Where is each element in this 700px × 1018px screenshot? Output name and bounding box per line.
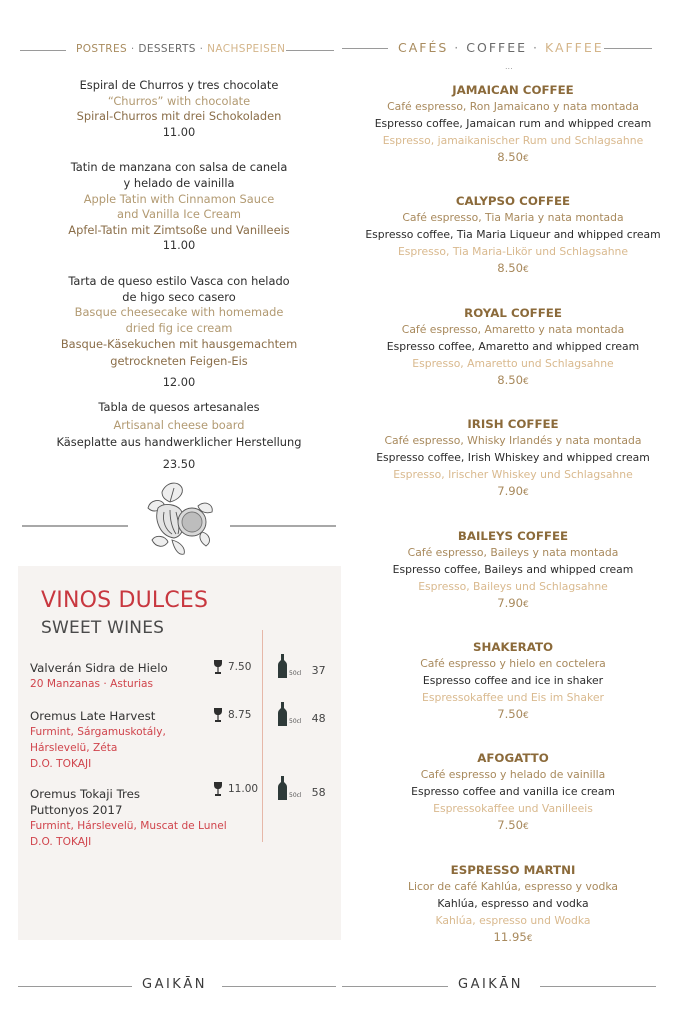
dessert-price: 12.00 bbox=[162, 374, 196, 389]
wine-glass-icon bbox=[214, 782, 222, 796]
glass-price: 8.75 bbox=[214, 708, 251, 722]
coffee-item: JAMAICAN COFFEE Café espresso, Ron Jamaicano y nata montada Espresso coffee, Jamaican rum and whipped cream Espresso, jamaikanischer Rum und Schlagsahne 8.50€ bbox=[340, 82, 686, 193]
bottle-price: 50cl 48 bbox=[278, 702, 326, 726]
dessert-price: 11.00 bbox=[162, 124, 196, 139]
wine-bottle-icon bbox=[278, 654, 287, 678]
wine-bottle-icon bbox=[278, 702, 287, 726]
coffee-list bbox=[340, 82, 686, 973]
coffee-price: 7.90€ bbox=[497, 595, 529, 610]
fig-illustration-icon bbox=[140, 478, 220, 560]
footer-rule bbox=[540, 986, 656, 987]
footer-rule bbox=[342, 986, 448, 987]
coffee-item: AFOGATTO Café espresso y helado de vainilla Espresso coffee and vanilla ice cream Espressokaffee und Vanilleeis 7.50€ bbox=[340, 750, 686, 861]
footer-rule bbox=[18, 986, 132, 987]
coffee-name: BAILEYS COFFEE bbox=[457, 528, 569, 543]
coffee-name: AFOGATTO bbox=[477, 751, 549, 766]
glass-price: 7.50 bbox=[214, 660, 251, 674]
footer-rule bbox=[222, 986, 336, 987]
wine-glass-icon bbox=[214, 708, 222, 722]
coffee-header-en: COFFEE bbox=[466, 40, 528, 55]
header-rule-coffee-left bbox=[342, 48, 388, 49]
coffee-name: ROYAL COFFEE bbox=[464, 305, 562, 320]
dessert-item: Tatin de manzana con salsa de canela y helado de vainilla Apple Tatin with Cinnamon Sauce and Vanilla Ice Cream Apfel-Tatin mit Zimtsoße und Vanilleeis 11.00 bbox=[20, 160, 338, 254]
coffee-header: CAFÉS · COFFEE · KAFFEE bbox=[398, 40, 604, 55]
desserts-header: POSTRES · DESSERTS · NACHSPEISEN bbox=[76, 43, 286, 55]
wine-bottle-icon bbox=[278, 776, 287, 800]
coffee-price: 7.50€ bbox=[497, 818, 529, 833]
coffee-name: CALYPSO COFFEE bbox=[455, 194, 571, 209]
dessert-item: Espiral de Churros y tres chocolate “Churros” with chocolate Spiral-Churros mit drei Schokoladen 11.00 bbox=[20, 78, 338, 140]
coffee-ornament: ... bbox=[505, 62, 513, 71]
coffee-name: SHAKERATO bbox=[472, 639, 554, 654]
coffee-item: ESPRESSO MARTNI Licor de café Kahlúa, espresso y vodka Kahlúa, espresso and vodka Kahlúa, espresso und Wodka 11.95€ bbox=[340, 862, 686, 973]
wine-item: Oremus Late Harvest Furmint, Sárgamuskotály, Hárslevelü, Zéta D.O. TOKAJI 8.75 50cl 48 bbox=[30, 708, 340, 772]
desserts-header-de: NACHSPEISEN bbox=[207, 43, 286, 55]
divider-rule-left bbox=[22, 525, 128, 527]
coffee-item: CALYPSO COFFEE Café espresso, Tia Maria y nata montada Espresso coffee, Tia Maria Liqueur and whipped cream Espresso, Tia Maria-Likör und Schlagsahne 8.50€ bbox=[340, 193, 686, 304]
dessert-item: Tarta de queso estilo Vasca con helado de higo seco casero Basque cheesecake with homemade dried fig ice cream Basque-Käsekuchen mit hausgemachtem getrockneten Feigen-Eis 12.00 bbox=[20, 274, 338, 390]
wine-item: Valverán Sidra de Hielo 20 Manzanas · Asturias 7.50 50cl 37 bbox=[30, 660, 340, 692]
coffee-name: IRISH COFFEE bbox=[467, 417, 559, 432]
wine-item: Oremus Tokaji Tres Puttonyos 2017 Furmint, Hárslevelü, Muscat de Lunel D.O. TOKAJI 11.00 50cl 58 bbox=[30, 786, 340, 850]
dessert-price: 11.00 bbox=[162, 238, 196, 253]
header-rule-left bbox=[20, 50, 66, 51]
brand-logo-right: GAIKĀN bbox=[458, 977, 523, 992]
coffee-price: 11.95€ bbox=[493, 929, 533, 944]
header-rule-mid bbox=[286, 50, 334, 51]
coffee-name: ESPRESSO MARTNI bbox=[450, 862, 576, 877]
dessert-item: Tabla de quesos artesanales Artisanal cheese board Käseplatte aus handwerklicher Herstellung 23.50 bbox=[20, 400, 338, 472]
bottle-price: 50cl 58 bbox=[278, 776, 326, 800]
coffee-price: 7.50€ bbox=[497, 706, 529, 721]
sweet-wines-title: VINOS DULCES bbox=[41, 588, 209, 613]
bottle-price: 50cl 37 bbox=[278, 654, 326, 678]
coffee-header-es: CAFÉS bbox=[398, 40, 449, 55]
coffee-price: 8.50€ bbox=[497, 261, 529, 276]
coffee-price: 8.50€ bbox=[497, 372, 529, 387]
sweet-wines-panel bbox=[18, 566, 341, 940]
desserts-list bbox=[20, 78, 338, 488]
coffee-price: 7.90€ bbox=[497, 484, 529, 499]
coffee-price: 8.50€ bbox=[497, 150, 529, 164]
coffee-item: ROYAL COFFEE Café espresso, Amaretto y nata montada Espresso coffee, Amaretto and whipped cream Espresso, Amaretto und Schlagsahne 8.50€ bbox=[340, 305, 686, 416]
brand-logo-left: GAIKĀN bbox=[142, 977, 207, 992]
header-rule-coffee-right bbox=[604, 48, 652, 49]
wine-glass-icon bbox=[214, 660, 222, 674]
glass-price: 11.00 bbox=[214, 782, 258, 796]
desserts-header-en: DESSERTS bbox=[138, 43, 196, 55]
divider-rule-right bbox=[230, 525, 336, 527]
coffee-item: IRISH COFFEE Café espresso, Whisky Irlandés y nata montada Espresso coffee, Irish Whiskey and whipped cream Espresso, Irischer Whiskey und Schlagsahne 7.90€ bbox=[340, 416, 686, 527]
sweet-wines-subtitle: SWEET WINES bbox=[41, 618, 165, 638]
coffee-name: JAMAICAN COFFEE bbox=[452, 83, 574, 97]
coffee-header-de: KAFFEE bbox=[544, 40, 604, 55]
coffee-item: BAILEYS COFFEE Café espresso, Baileys y nata montada Espresso coffee, Baileys and whipped cream Espresso, Baileys und Schlagsahne 7.90€ bbox=[340, 528, 686, 639]
coffee-item: SHAKERATO Café espresso y hielo en coctelera Espresso coffee and ice in shaker Espressokaffee und Eis im Shaker 7.50€ bbox=[340, 639, 686, 750]
dessert-price: 23.50 bbox=[162, 456, 196, 471]
desserts-header-es: POSTRES bbox=[76, 43, 128, 55]
